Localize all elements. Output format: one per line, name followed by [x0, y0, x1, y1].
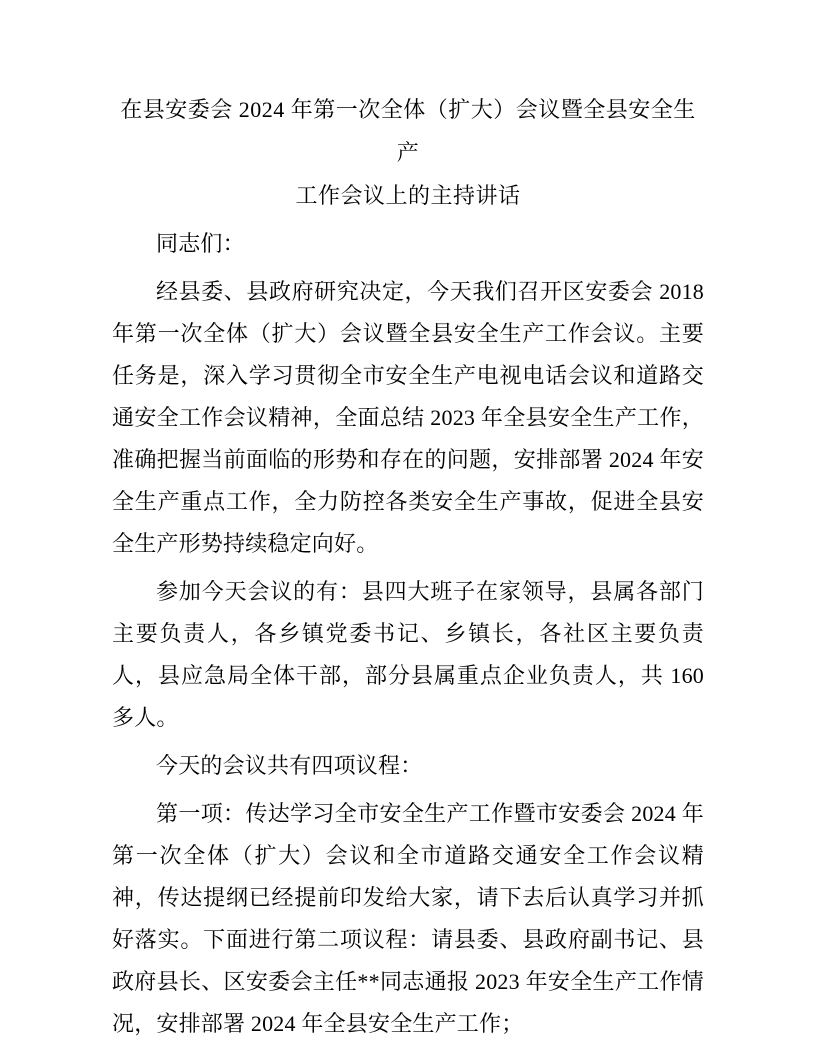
paragraph-agenda-items: 第一项：传达学习全市安全生产工作暨市安委会 2024 年第一次全体（扩大）会议和全市道路交通安全工作会议精神，传达提纲已经提前印发给大家，请下去后认真学习并抓好落实。下面进行第二项议程：请县委、县政府副书记、县政府县长、区安委会主任**同志通报 2023 年安全生产工作情况，安排部署 2024 年全县安全生产工作；	[112, 801, 704, 1036]
document-title	[112, 88, 704, 217]
salutation-paragraph: 同志们：	[156, 231, 245, 256]
document-title-line-1: 在县安委会 2024 年第一次全体（扩大）会议暨全县安全生产	[120, 97, 696, 165]
document-body	[112, 223, 704, 1045]
paragraph-meeting-purpose: 经县委、县政府研究决定，今天我们召开区安委会 2018 年第一次全体（扩大）会议暨全县安全生产工作会议。主要任务是，深入学习贯彻全市安全生产电视电话会议和道路交通安全工作会议精神，全面总结 2023 年全县安全生产工作，准确把握当前面临的形势和存在的问题，安排部署 2024 年安全生产重点工作，全力防控各类安全生产事故，促进全县安全生产形势持续稳定向好。	[112, 279, 704, 556]
paragraph-attendees: 参加今天会议的有：县四大班子在家领导，县属各部门主要负责人，各乡镇党委书记、乡镇长，各社区主要负责人，县应急局全体干部，部分县属重点企业负责人，共 160 多人。	[112, 579, 704, 730]
document-title-line-2: 工作会议上的主持讲话	[295, 183, 521, 208]
paragraph-agenda-intro: 今天的会议共有四项议程：	[156, 753, 423, 778]
